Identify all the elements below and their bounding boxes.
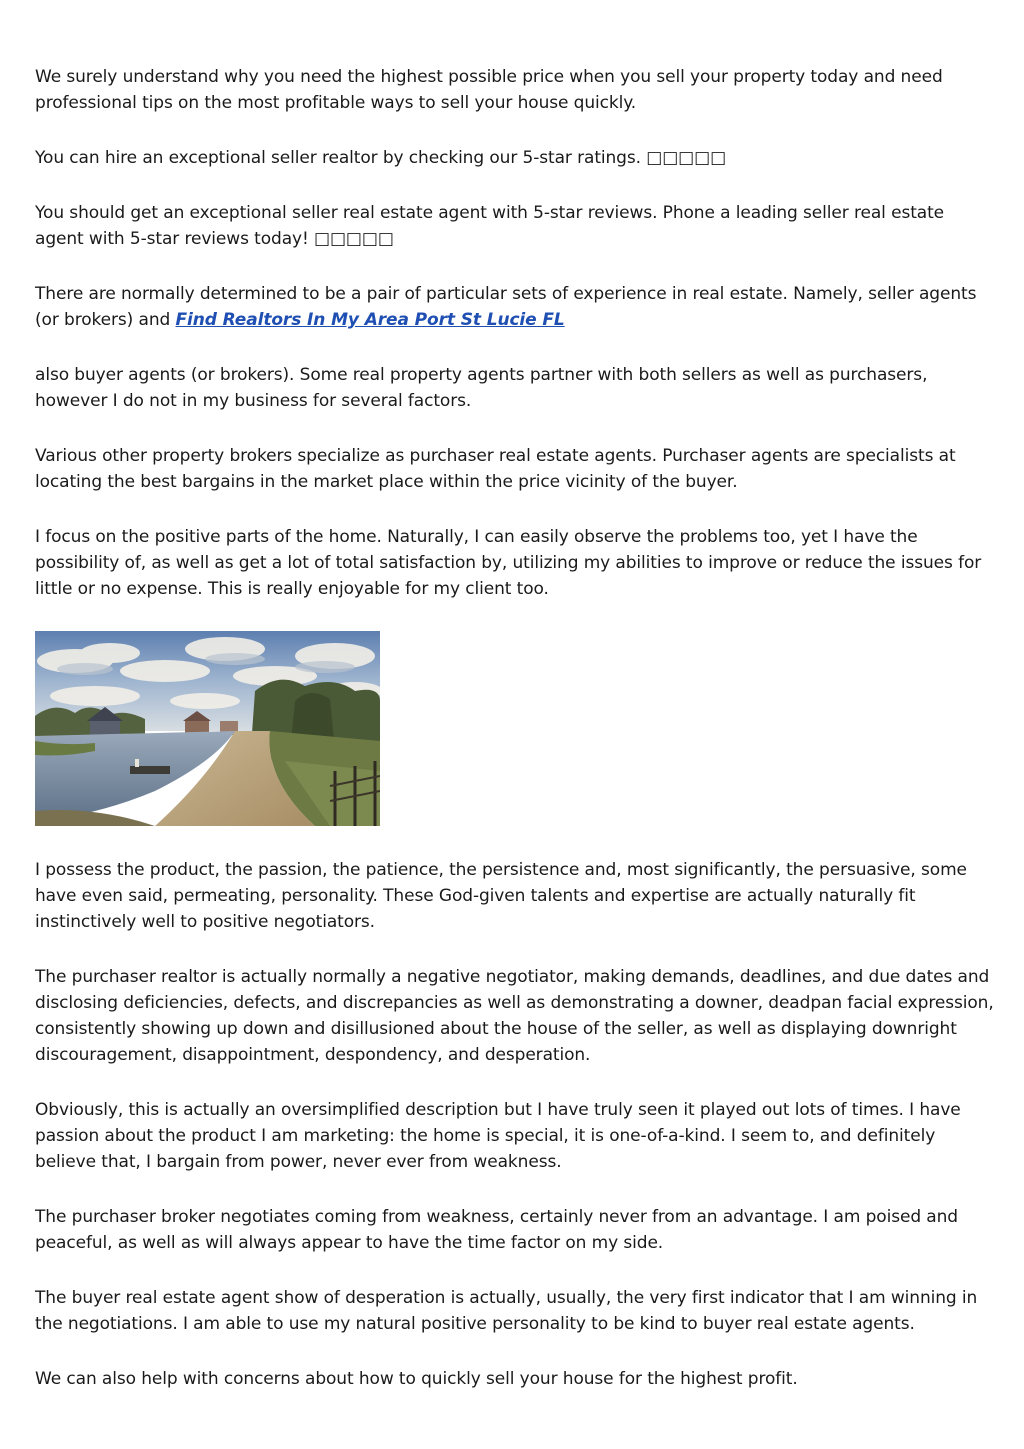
ratings-paragraph: You can hire an exceptional seller realtor by checking our 5-star ratings. □□□□□ (35, 148, 727, 168)
article-body (35, 64, 995, 1421)
closing-paragraph: We can also help with concerns about how to quickly sell your house for the highest profit. (35, 1369, 798, 1389)
agent-types-paragraph (35, 281, 995, 333)
desperation-paragraph: The buyer real estate agent show of desperation is actually, usually, the very first indicator that I am winning in the negotiations. I am able to use my natural positive personality to be kind to buyer real estate agents. (35, 1288, 978, 1334)
reviews-paragraph: You should get an exceptional seller real estate agent with 5-star reviews. Phone a leading seller real estate agent with 5-star reviews today! □□□□□ (35, 203, 945, 249)
positive-focus-paragraph: I focus on the positive parts of the home. Naturally, I can easily observe the problems too, yet I have the possibility of, as well as get a lot of total satisfaction by, utilizing my abilities to improve or reduce the issues for little or no expense. This is really enjoyable for my client too. (35, 527, 982, 599)
find-realtors-link[interactable]: Find Realtors In My Area Port St Lucie FL (175, 310, 565, 330)
personality-paragraph: I possess the product, the passion, the patience, the persistence and, most significantly, the persuasive, some have even said, permeating, personality. These God-given talents and expertise are actually naturally fit instinctively well to positive negotiators. (35, 860, 967, 932)
negative-negotiator-paragraph: The purchaser realtor is actually normally a negative negotiator, making demands, deadlines, and due dates and disclosing deficiencies, defects, and discrepancies as well as demonstrating a downer, deadpan facial expression, consistently showing up down and disillusioned about the house of the seller, as well as displaying downright discouragement, disappointment, despondency, and desperation. (35, 967, 994, 1065)
weakness-paragraph: The purchaser broker negotiates coming from weakness, certainly never from an advantage. I am poised and peaceful, as well as will always appear to have the time factor on my side. (35, 1207, 958, 1253)
buyer-agents-paragraph: also buyer agents (or brokers). Some real property agents partner with both sellers as well as purchasers, however I do not in my business for several factors. (35, 365, 928, 411)
purchaser-agents-paragraph: Various other property brokers specialize as purchaser real estate agents. Purchaser agents are specialists at locating the best bargains in the market place within the price vicinity of the buyer. (35, 446, 956, 492)
oversimplified-paragraph: Obviously, this is actually an oversimplified description but I have truly seen it played out lots of times. I have passion about the product I am marketing: the home is special, it is one-of-a-kind. I seem to, and definitely believe that, I bargain from power, never ever from weakness. (35, 1100, 961, 1172)
canal-landscape-painting (35, 631, 380, 826)
intro-paragraph: We surely understand why you need the highest possible price when you sell your property today and need professional tips on the most profitable ways to sell your house quickly. (35, 67, 943, 113)
agent-types-text: There are normally determined to be a pair of particular sets of experience in real estate. Namely, seller agents (or brokers) and (35, 284, 977, 330)
